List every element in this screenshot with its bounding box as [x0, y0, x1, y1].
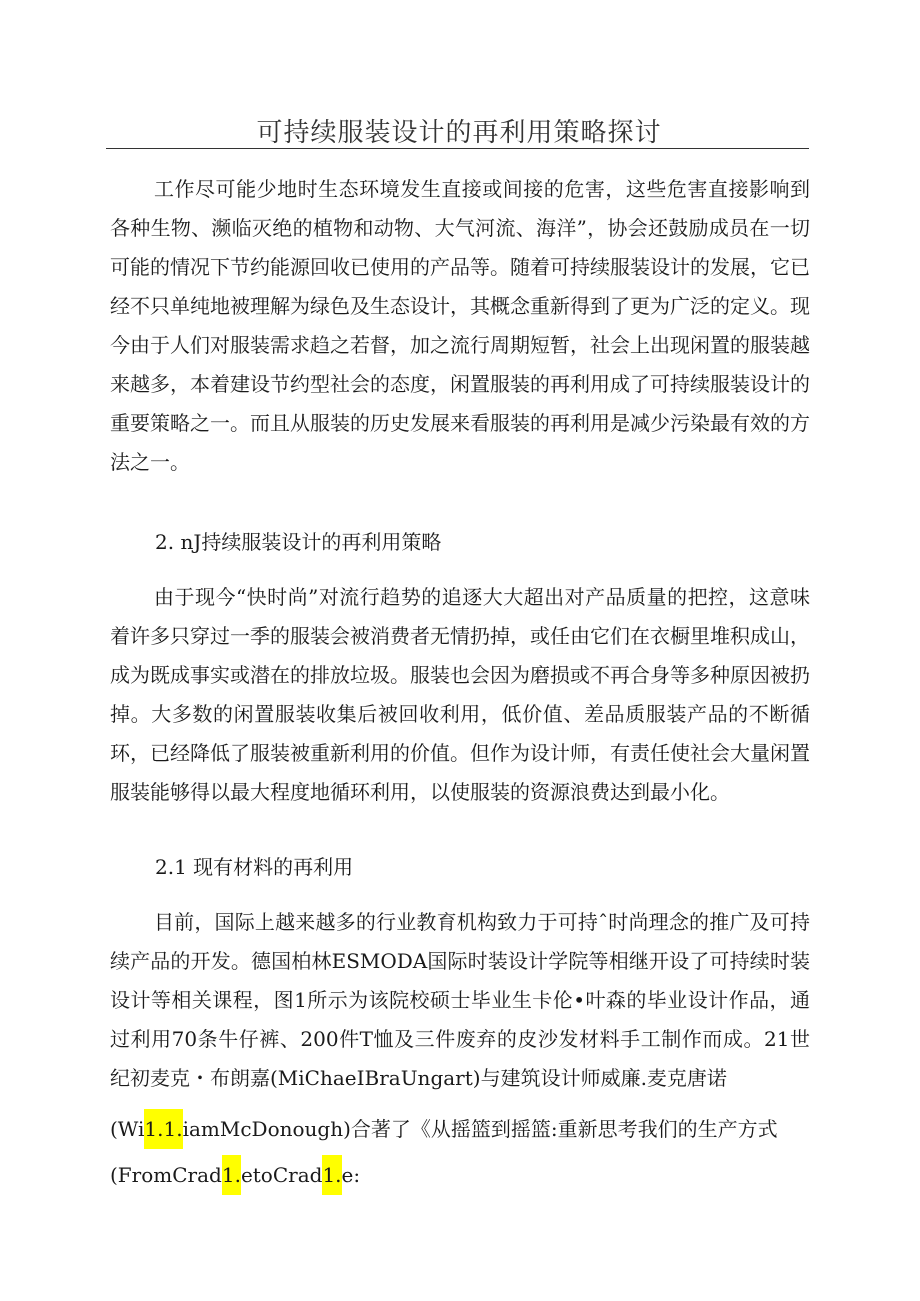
- text-line-mcdonough: [110, 1110, 830, 1149]
- paragraph-existing-materials: 目前，国际上越来越多的行业教育机构致力于可持ˆ时尚理念的推广及可持续产品的开发。德国柏林ESMODA国际时装设计学院等相继开设了可持续时装设计等相关课程，图1所示为该院校硕士毕业生卡伦•叶森的毕业设计作品，通过利用70条牛仔裤、200件T恤及三件废弃的皮沙发材料手工制作而成。21世纪初麦克・布朗嘉(MiChaeIBraUngart)与建筑设计师威廉.麦克唐诺: [110, 910, 810, 1090]
- highlighted-text: 1.: [322, 1155, 341, 1195]
- paragraph-fast-fashion: 由于现今“快时尚”对流行趋势的追逐大大超出对产品质量的把控，这意味着许多只穿过一季的服装会被消费者无情扔掉，或任由它们在衣橱里堆积成山，成为既成事实或潜在的排放垃圾。服装也会因为磨损或不再合身等多种原因被扔掉。大多数的闲置服装收集后被回收利用，低价值、差品质服装产品的不断循环，已经降低了服装被重新利用的价值。但作为设计师，有责任使社会大量闲置服装能够得以最大程度地循环利用，以使服装的资源浪费达到最小化。: [110, 585, 810, 804]
- text-segment: (FromCrad: [110, 1163, 222, 1187]
- text-segment: iamMcDonough)合著了《从摇篮到摇篮:重新思考我们的生产方式: [182, 1117, 778, 1141]
- text-segment: etoCrad: [240, 1163, 323, 1187]
- paragraph-intro: 工作尽可能少地时生态环境发生直接或间接的危害，这些危害直接影响到各种生物、濒临灭绝的植物和动物、大气河流、海洋”，协会还鼓励成员在一切可能的情况下节约能源回收已使用的产品等。随着可持续服装设计的发展，它已经不只单纯地被理解为绿色及生态设计，其概念重新得到了更为广泛的定义。现今由于人们对服装需求趋之若督，加之流行周期短暂，社会上出现闲置的服装越来越多，本着建设节约型社会的态度，闲置服装的再利用成了可持续服装设计的重要策略之一。而且从服装的历史发展来看服装的再利用是减少污染最有效的方法之一。: [110, 177, 810, 474]
- section-heading-2: 2. nJ持续服装设计的再利用策略: [155, 530, 442, 554]
- text-segment: (Wi: [110, 1117, 145, 1141]
- highlighted-text: 1.: [222, 1155, 241, 1195]
- title-underline: [106, 148, 809, 149]
- text-line-cradle: [110, 1156, 830, 1195]
- highlighted-text: 1.1.: [144, 1109, 182, 1149]
- text-segment: e:: [341, 1163, 361, 1187]
- section-heading-2-1: 2.1 现有材料的再利用: [155, 855, 354, 879]
- document-title: 可持续服装设计的再利用策略探讨: [256, 118, 662, 148]
